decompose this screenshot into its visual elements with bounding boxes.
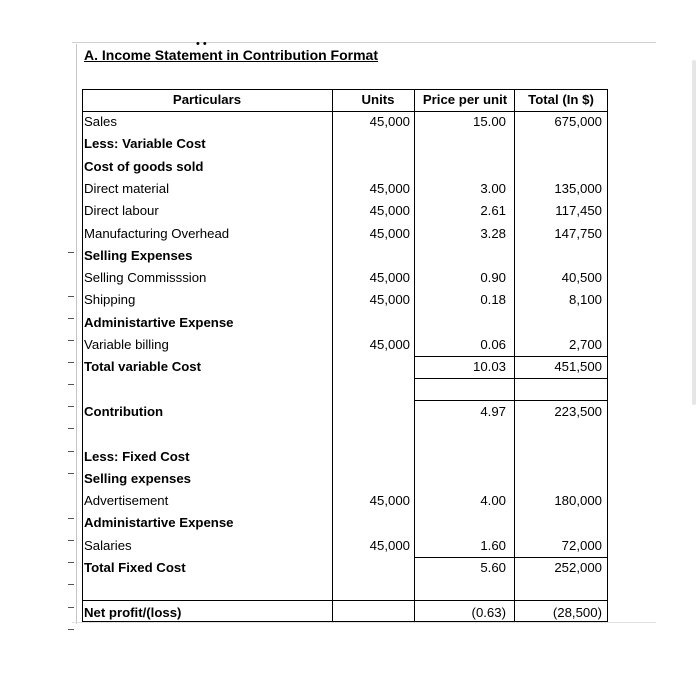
row-gutter-mark [68,473,74,474]
row-price-per-unit: 1.60 [480,537,506,553]
row-total: 223,500 [554,403,602,419]
row-particulars: Shipping [84,292,136,308]
row-price-per-unit: 0.06 [480,337,506,352]
row-total: 675,000 [554,114,602,129]
row-particulars: Net profit/(loss) [84,604,182,620]
row-gutter-mark [68,540,74,541]
top-gridline [72,42,656,43]
row-particulars: Sales [84,114,117,129]
row-gutter-mark [68,296,74,297]
row-units: 45,000 [369,180,410,196]
total-variable-cost-top-border [414,356,608,357]
header-units: Units [361,92,395,107]
row-price-per-unit: 4.97 [480,403,506,419]
row-price-per-unit: 15.00 [472,114,506,129]
row-particulars: Variable billing [84,337,169,352]
row-total: 8,100 [568,292,602,308]
row-total: 147,750 [554,225,602,241]
row-price-per-unit: 0.90 [480,270,506,286]
row-particulars: Selling Expenses [84,247,193,263]
row-gutter-mark [68,252,74,253]
row-price-per-unit: 0.18 [480,292,506,308]
row-gutter-mark [68,428,74,429]
row-gutter-mark [68,451,74,452]
row-gutter-mark [68,406,74,407]
row-price-per-unit: 3.28 [480,225,506,241]
row-particulars: Selling expenses [84,470,192,486]
row-total: 451,500 [554,359,602,375]
row-units: 45,000 [369,203,410,219]
row-gutter-mark [68,384,74,385]
header-particulars: Particulars [172,92,242,107]
units-column-divider [332,89,333,622]
row-gutter-mark [68,562,74,563]
row-units: 45,000 [369,337,410,352]
row-particulars: Salaries [84,537,132,553]
row-units: 45,000 [369,537,410,553]
row-price-per-unit: 4.00 [480,493,506,509]
row-total: 180,000 [554,493,602,509]
row-particulars: Cost of goods sold [84,158,204,174]
sheet-title: A. Income Statement in Contribution Format [84,47,379,63]
row-particulars: Direct material [84,180,170,196]
row-units: 45,000 [369,292,410,308]
row-particulars: Less: Fixed Cost [84,448,190,464]
row-gutter-mark [68,629,74,630]
net-profit-top-border [82,600,608,601]
left-column-gridline [76,44,77,624]
row-total: 72,000 [561,537,602,553]
row-total: (28,500) [552,604,602,620]
header-total: Total (In $) [528,92,594,107]
row-particulars: Administartive Expense [84,314,234,330]
top-row-fragment: • • [196,38,207,50]
row-price-per-unit: (0.63) [471,604,506,620]
row-price-per-unit: 10.03 [472,359,506,375]
row-units: 45,000 [369,114,410,129]
header-price-per-unit: Price per unit [422,92,508,107]
row-gutter-mark [68,362,74,363]
row-total: 2,700 [568,337,602,352]
row-total: 117,450 [555,203,602,219]
row-gutter-mark [68,518,74,519]
row-particulars: Advertisement [84,493,169,509]
row-total: 40,500 [561,270,602,286]
row-particulars: Selling Commisssion [84,270,207,286]
vertical-scrollbar[interactable] [692,60,696,405]
row-particulars: Administartive Expense [84,515,234,531]
row-particulars: Direct labour [84,203,159,219]
row-total: 135,000 [554,180,602,196]
row-total: 252,000 [554,560,602,575]
row-particulars: Less: Variable Cost [84,136,206,152]
row-gutter-mark [68,607,74,608]
total-fixed-cost-top-border [414,557,608,558]
row-particulars: Manufacturing Overhead [84,225,230,241]
row-particulars: Contribution [84,403,164,419]
row-units: 45,000 [369,270,410,286]
contribution-top-border [414,400,608,401]
row-particulars: Total Fixed Cost [84,560,186,575]
total-variable-cost-bottom-border [414,378,608,379]
row-gutter-mark [68,584,74,585]
row-gutter-mark [68,340,74,341]
row-particulars: Total variable Cost [84,359,202,375]
row-price-per-unit: 2.61 [480,203,506,219]
row-price-per-unit: 3.00 [480,180,506,196]
header-underline [82,111,608,112]
row-price-per-unit: 5.60 [480,560,506,575]
row-units: 45,000 [369,493,410,509]
row-units: 45,000 [369,225,410,241]
row-gutter-mark [68,318,74,319]
